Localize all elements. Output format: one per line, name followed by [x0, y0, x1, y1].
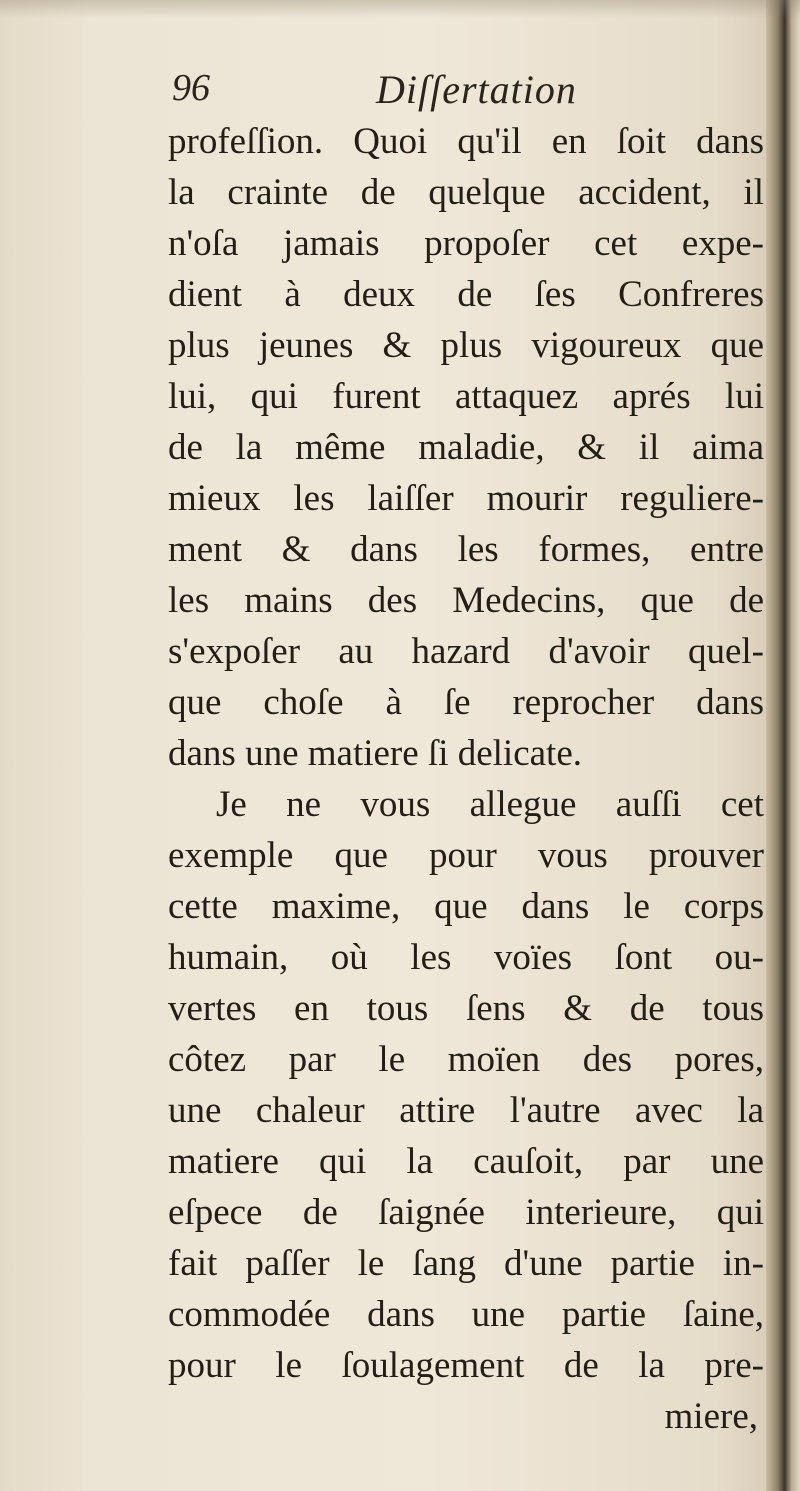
text-line: dient à deux de ſes Confreres — [168, 274, 764, 315]
text-line: lui, qui furent attaquez aprés lui — [168, 376, 764, 417]
text-line: la crainte de quelque accident, il — [168, 172, 764, 213]
text-line: les mains des Medecins, que de — [168, 580, 764, 621]
paragraph-end-line: dans une matiere ſi delicate. — [168, 733, 583, 774]
page-header — [172, 66, 732, 116]
page-number: 96 — [172, 67, 210, 109]
text-line: ment & dans les formes, entre — [168, 529, 764, 570]
text-line: humain, où les voïes ſont ou- — [168, 937, 764, 978]
running-title: Diſſertation — [376, 67, 577, 112]
page-top-shadow — [0, 0, 800, 18]
text-line: côtez par le moïen des pores, — [168, 1039, 764, 1080]
text-line: matiere qui la cauſoit, par une — [168, 1141, 764, 1182]
text-line: pour le ſoulagement de la pre- — [168, 1345, 764, 1386]
text-line: fait paſſer le ſang d'une partie in- — [168, 1243, 764, 1284]
text-line: commodée dans une partie ſaine, — [168, 1294, 764, 1335]
text-line: exemple que pour vous prouver — [168, 835, 764, 876]
text-line: mieux les laiſſer mourir reguliere- — [168, 478, 764, 519]
catchword: miere, — [664, 1396, 758, 1437]
text-line: eſpece de ſaignée interieure, qui — [168, 1192, 764, 1233]
body-text — [168, 116, 764, 1442]
book-gutter — [766, 0, 800, 1491]
text-line: profeſſion. Quoi qu'il en ſoit dans — [168, 121, 764, 162]
text-line: de la même maladie, & il aima — [168, 427, 764, 468]
text-line: que choſe à ſe reprocher dans — [168, 682, 764, 723]
text-line: plus jeunes & plus vigoureux que — [168, 325, 764, 366]
text-line: vertes en tous ſens & de tous — [168, 988, 764, 1029]
text-line: n'oſa jamais propoſer cet expe- — [168, 223, 764, 264]
text-line: une chaleur attire l'autre avec la — [168, 1090, 764, 1131]
text-line: cette maxime, que dans le corps — [168, 886, 764, 927]
text-line: s'expoſer au hazard d'avoir quel- — [168, 631, 764, 672]
paragraph-start-line: Je ne vous allegue auſſi cet — [216, 784, 764, 825]
